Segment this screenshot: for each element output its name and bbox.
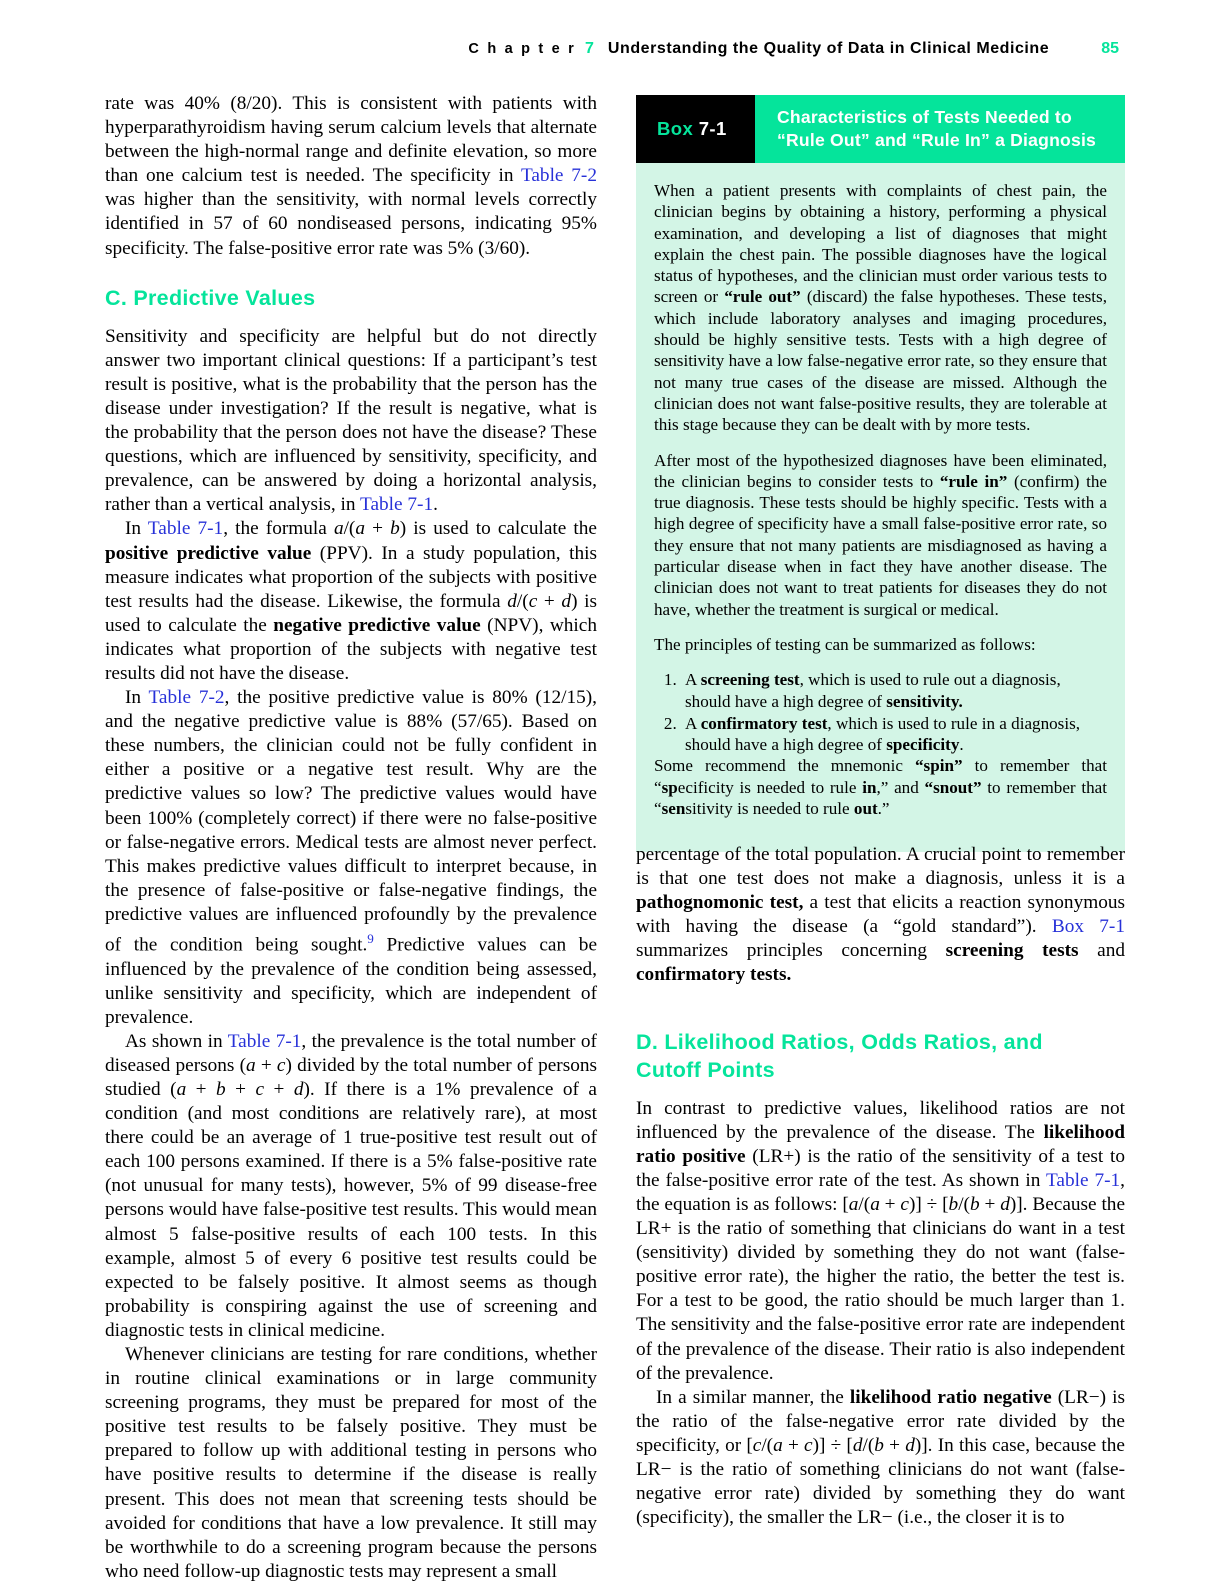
page-number: 85: [1101, 40, 1119, 57]
box-body: [636, 163, 1125, 852]
box-header: [636, 95, 1125, 163]
right-text-column: [636, 843, 1125, 1530]
running-head-chapter-word: C h a p t e r: [468, 41, 576, 57]
box-label-prefix: Box: [657, 118, 694, 139]
spacer: [636, 1084, 1125, 1097]
paragraph: Whenever clinicians are testing for rare conditions, whether in routine clinical examinations or in large community screening programs, they must be prepared for most of the positive test results to be falsely positive. They must be prepared to follow up with additional testing in persons who have positive results to determine if the disease is really present. This does not mean that screening tests should be avoided for conditions that have a low prevalence. It still may be worthwhile to do a screening program because the persons who need follow-up diagnostic tests may represent a small: [105, 1344, 597, 1582]
paragraph: In Table 7-1, the formula a/(a + b) is used to calculate the positive predictive value (PPV). In a study population, this measure indicates what proportion of the subjects with positive test results had the disease. Likewise, the formula d/(c + d) is used to calculate the negative predictive value (NPV), which indicates what proportion of the subjects with negative test results did not have the disease.: [105, 518, 597, 684]
box-header-title: [755, 95, 1125, 163]
list-item: 2. A confirmatory test, which is used to rule in a diagnosis, should have a high degree of specificity.: [681, 713, 1107, 756]
section-heading-d-line-2: Cutoff Points: [636, 1057, 775, 1082]
list-item: 1. A screening test, which is used to rule out a diagnosis, should have a high degree of sensitivity.: [681, 669, 1107, 712]
box-principles-list: [654, 669, 1107, 755]
box-label-number: 7-1: [698, 118, 727, 139]
running-head: [105, 40, 1119, 68]
spacer: [636, 988, 1125, 1028]
paragraph: As shown in Table 7-1, the prevalence is the total number of diseased persons (a + c) divided by the total number of persons studied (a + b + c + d). If there is a 1% prevalence of a condition (and most conditions are relatively rare), at most there could be an average of 1 true-positive test result out of each 100 persons examined. If there is a 5% false-positive rate (not unusual for many tests), however, 5% of 99 disease-free persons would have false-positive test results. This would mean almost 5 false-positive results of each 100 tests. In this example, almost 5 of every 6 positive test results could be expected to be falsely positive. It almost seems as though probability is conspiring against the use of screening and diagnostic tests in clinical medicine.: [105, 1030, 597, 1341]
spacer: [105, 261, 597, 284]
running-head-title: Understanding the Quality of Data in Clinical Medicine: [607, 40, 1050, 57]
section-heading-c: C. Predictive Values: [105, 285, 316, 310]
running-head-chapter-number: 7: [584, 40, 594, 57]
paragraph: In Table 7-2, the positive predictive value is 80% (12/15), and the negative predictive value is 88% (57/65). Based on these numbers, the clinician could not be fully confident in either a positive or a negative test result. Why are the predictive values so low? The predictive values would have been 100% (completely correct) if there were no false-positive or false-negative errors. Medical tests are almost never perfect. This makes predictive values difficult to interpret because, in the presence of false-positive or false-negative findings, the predictive values are influenced profoundly by the prevalence of the condition being sought.$^9$ Predictive values can be influenced by the prevalence of the condition being assessed, unlike sensitivity and specificity, which are independent of prevalence.: [105, 687, 597, 1028]
box-paragraph: The principles of testing can be summarized as follows:: [654, 634, 1036, 654]
paragraph: percentage of the total population. A crucial point to remember is that one test does not make a diagnosis, unless it is a pathognomonic test, a test that elicits a reaction synonymous with having the disease (a “gold standard”). Box 7-1 summarizes principles concerning screening tests and confirmatory tests.: [636, 844, 1125, 986]
paragraph: Sensitivity and specificity are helpful but do not directly answer two important clinical questions: If a participant’s test result is positive, what is the probability that the person has the disease under investigation? If the result is negative, what is the probability that the person does not have the disease? These questions, which are influenced by sensitivity, specificity, and prevalence, can be answered by doing a horizontal analysis, rather than a vertical analysis, in Table 7-1.: [105, 325, 597, 516]
box-title-line-2: “Rule Out” and “Rule In” a Diagnosis: [777, 130, 1097, 150]
section-heading-d-line-1: D. Likelihood Ratios, Odds Ratios, and: [636, 1029, 1043, 1054]
box-header-label: [636, 95, 755, 163]
box-title-line-1: Characteristics of Tests Needed to: [777, 107, 1072, 127]
paragraph: In contrast to predictive values, likelihood ratios are not influenced by the prevalence of the disease. The likelihood ratio positive (LR+) is the ratio of the sensitivity of a test to the false-positive error rate of the test. As shown in Table 7-1, the equation is as follows: [a/(a + c)] ÷ [b/(b + d)]. Because the LR+ is the ratio of something that clinicians do want in a test (sensitivity) divided by something they do not want (false-positive error rate), the higher the ratio, the better the test is. For a test to be good, the ratio should be much larger than 1. The sensitivity and the false-positive error rate are independent of the prevalence of the disease. Their ratio is also independent of the prevalence.: [636, 1097, 1126, 1384]
box-7-1: [636, 95, 1125, 852]
paragraph: In a similar manner, the likelihood ratio negative (LR−) is the ratio of the false-negative error rate divided by the specificity, or [c/(a + c)] ÷ [d/(b + d)]. In this case, because the LR− is the ratio of something clinicians do not want (false-negative error rate) divided by something they do want (specificity), the smaller the LR− (i.e., the closer it is to: [636, 1386, 1126, 1529]
box-paragraph: After most of the hypothesized diagnoses have been eliminated, the clinician begins to consider tests to “rule in” (confirm) the true diagnosis. These tests should be highly specific. Tests with a high degree of specificity have a small false-positive error rate, so they ensure that not many patients are misdiagnosed as having a particular disease when in fact they have another disease. The clinician does not want to treat patients for diseases they do not have, whether the treatment is surgical or medical.: [654, 450, 1107, 619]
box-paragraph: Some recommend the mnemonic “spin” to remember that “specificity is needed to rule in,” and “snout” to remember that “sensitivity is needed to rule out.”: [654, 756, 1107, 819]
paragraph: rate was 40% (8/20). This is consistent with patients with hyperparathyroidism having serum calcium levels that alternate between the high-normal range and definite elevation, so more than one calcium test is needed. The specificity in Table 7-2 was higher than the sensitivity, with normal levels correctly identified in 57 of 60 nondiseased persons, indicating 95% specificity. The false-positive error rate was 5% (3/60).: [105, 93, 597, 259]
left-text-column: [105, 92, 597, 1584]
box-paragraph: When a patient presents with complaints of chest pain, the clinician begins by obtaining a history, performing a physical examination, and developing a list of diagnoses that might explain the chest pain. The possible diagnoses have the logical status of hypotheses, and the clinician must order various tests to screen or “rule out” (discard) the false hypotheses. These tests, which include laboratory analyses and imaging procedures, should be highly sensitive tests. Tests with a high degree of sensitivity have a low false-negative error rate, so they ensure that not many true cases of the disease are missed. Although the clinician does not want false-positive results, they are tolerable at this stage because they can be dealt with by more tests.: [654, 181, 1107, 435]
spacer: [105, 312, 597, 325]
section-heading-d: [636, 1028, 1125, 1084]
